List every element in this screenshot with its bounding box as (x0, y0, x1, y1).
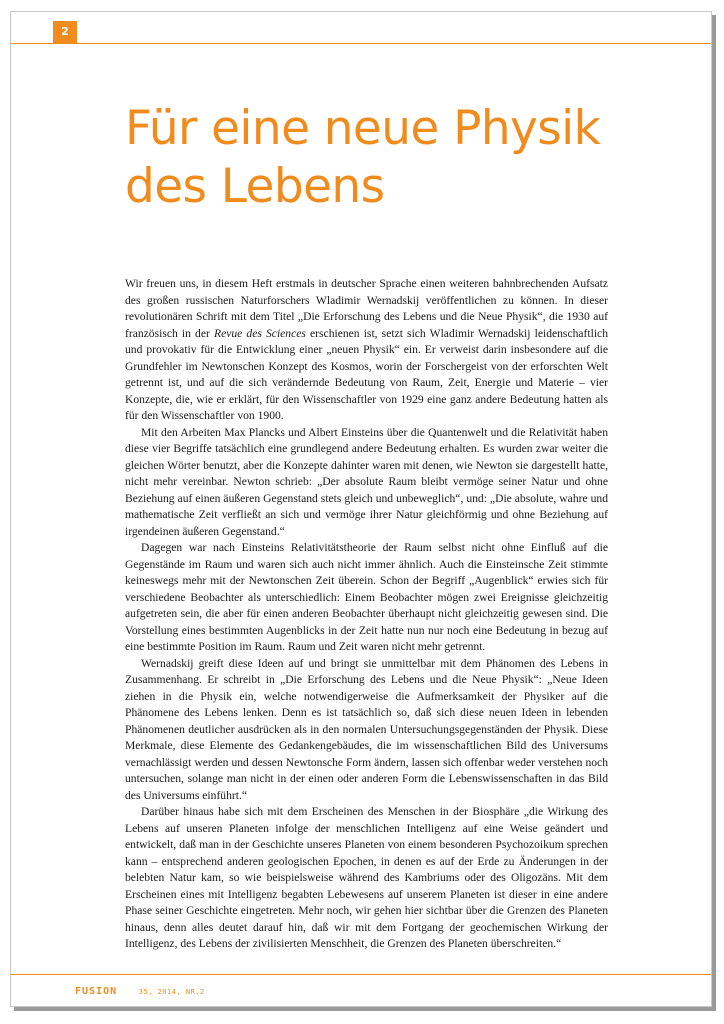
header-rule (11, 43, 711, 44)
journal-name: Revue des Sciences (213, 326, 306, 340)
footer (75, 979, 205, 998)
paragraph-1-text-a: Wir freuen uns, in diesem Heft erstmals in deutscher Sprache einen weiteren bahnbrechenden Aufsatz des großen russischen Naturforschers Wladimir Wernadskij veröffentlichen zu können. In dieser revolutionären Schrift mit dem Titel „Die Erforschung des Lebens und die Neue Physik“, die 1930 auf französisch in der (125, 277, 608, 340)
footer-rule (11, 974, 711, 975)
magazine-name: FUSION (75, 986, 118, 997)
paragraph-1 (125, 276, 608, 425)
article-title-line-2: des Lebens (125, 159, 385, 214)
paragraph-2: Mit den Arbeiten Max Plancks und Albert Einsteins über die Quantenwelt und die Relativität haben diese vier Begriffe tatsächlich eine grundlegend andere Bedeutung erhalten. Es wurden zwar weiter die gleichen Wörter benutzt, aber die Konzepte dahinter waren mit denen, wie Newton sie dargestellt hatte, nicht mehr vereinbar. Newton schrieb: „Der absolute Raum bleibt vermöge seiner Natur und ohne Beziehung auf einen äußeren Gegenstand stets gleich und unbeweglich“, und: „Die absolute, wahre und mathematische Zeit verfließt an sich und vermöge ihrer Natur gleichförmig und ohne Beziehung auf irgendeinen äußeren Gegenstand.“ (125, 425, 608, 538)
issue-info: 35, 2014, NR.2 (138, 988, 205, 996)
magazine-page (10, 11, 712, 1007)
paragraph-4: Wernadskij greift diese Ideen auf und bringt sie unmittelbar mit dem Phänomen des Lebens in Zusammenhang. Er schreibt in „Die Erforschung des Lebens und die Neue Physik“: „Neue Ideen ziehen in die Physik ein, welche notwendigerweise die Aufmerksamkeit der Physiker auf die Phänomene des Lebens lenken. Denn es ist tatsächlich so, daß sich diese neuen Ideen in lebenden Phänomenen deutlicher ausdrücken als in den normalen Untersuchungsgegenständen der Physik. Diese Merkmale, diese Elemente des Gedankengebäudes, die im wissenschaftlichen Bild des Universums vernachlässigt werden und dessen Newtonsche Form ändern, lassen sich offenbar weder verstehen noch untersuchen, solange man nicht in der einen oder anderen Form die Lebenswissenschaften in das Bild des Universums einführt.“ (125, 656, 608, 802)
article-body (125, 276, 608, 953)
paragraph-1-text-b: erschienen ist, setzt sich Wladimir Wernadskij leidenschaftlich und provokativ für die Entwicklung einer „neuen Physik“ ein. Er verweist darin insbesondere auf die Grundfehler im Newtonschen Konzept des Kosmos, worin der Forschergeist von der erforschten Welt getrennt ist, und auf die sich verändernde Bedeutung von Raum, Zeit, Energie und Materie – vier Konzepte, die, wie er erklärt, für den Wissenschaftler von 1929 eine ganz andere Bedeutung hatten als für den Wissenschaftler von 1900. (125, 326, 609, 422)
page-number-badge: 2 (53, 21, 77, 43)
paragraph-5: Darüber hinaus habe sich mit dem Erscheinen des Menschen in der Biosphäre „die Wirkung des Lebens auf unseren Planeten infolge der menschlichen Intelligenz auf eine Weise geändert und entwickelt, daß man in der Geschichte unseres Planeten von einem besonderen Psychozoikum sprechen kann – entsprechend anderen geologischen Epochen, in denen es auf der Erde zu Änderungen in der belebten Natur kam, so wie beispielsweise während des Kambriums oder des Oligozäns. Mit dem Erscheinen eines mit Intelligenz begabten Lebewesens auf unserem Planeten ist dieser in eine andere Phase seiner Geschichte eingetreten. Mehr noch, wir gehen hier sichtbar über die Grenzen des Planeten hinaus, denn alles deutet darauf hin, daß wir mit dem Fortgang der geochemischen Wirkung der Intelligenz, des Lebens der zivilisierten Menschheit, die Grenzen des Planeten überschreiten.“ (125, 805, 608, 950)
paragraph-3: Dagegen war nach Einsteins Relativitätstheorie der Raum selbst nicht ohne Einfluß auf die Gegenstände im Raum und waren sich auch nicht immer ähnlich. Auch die Einsteinsche Zeit stimmte keineswegs mehr mit der Newtonschen Zeit überein. Schon der Begriff „Augenblick“ erwies sich für verschiedene Beobachter als unterschiedlich: Einem Beobachter mögen zwei Ereignisse gleichzeitig aufgetreten sein, die aber für einen anderen Beobachter überhaupt nicht gleichzeitig gewesen sind. Die Vorstellung eines bestimmten Augenblicks in der Zeit hatte nun nur noch eine Bedeutung in bezug auf eine bestimmte Position im Raum. Raum und Zeit waren nicht mehr getrennt. (125, 541, 608, 653)
article-title-line-1: Für eine neue Physik (125, 101, 601, 156)
article-title (125, 100, 645, 216)
